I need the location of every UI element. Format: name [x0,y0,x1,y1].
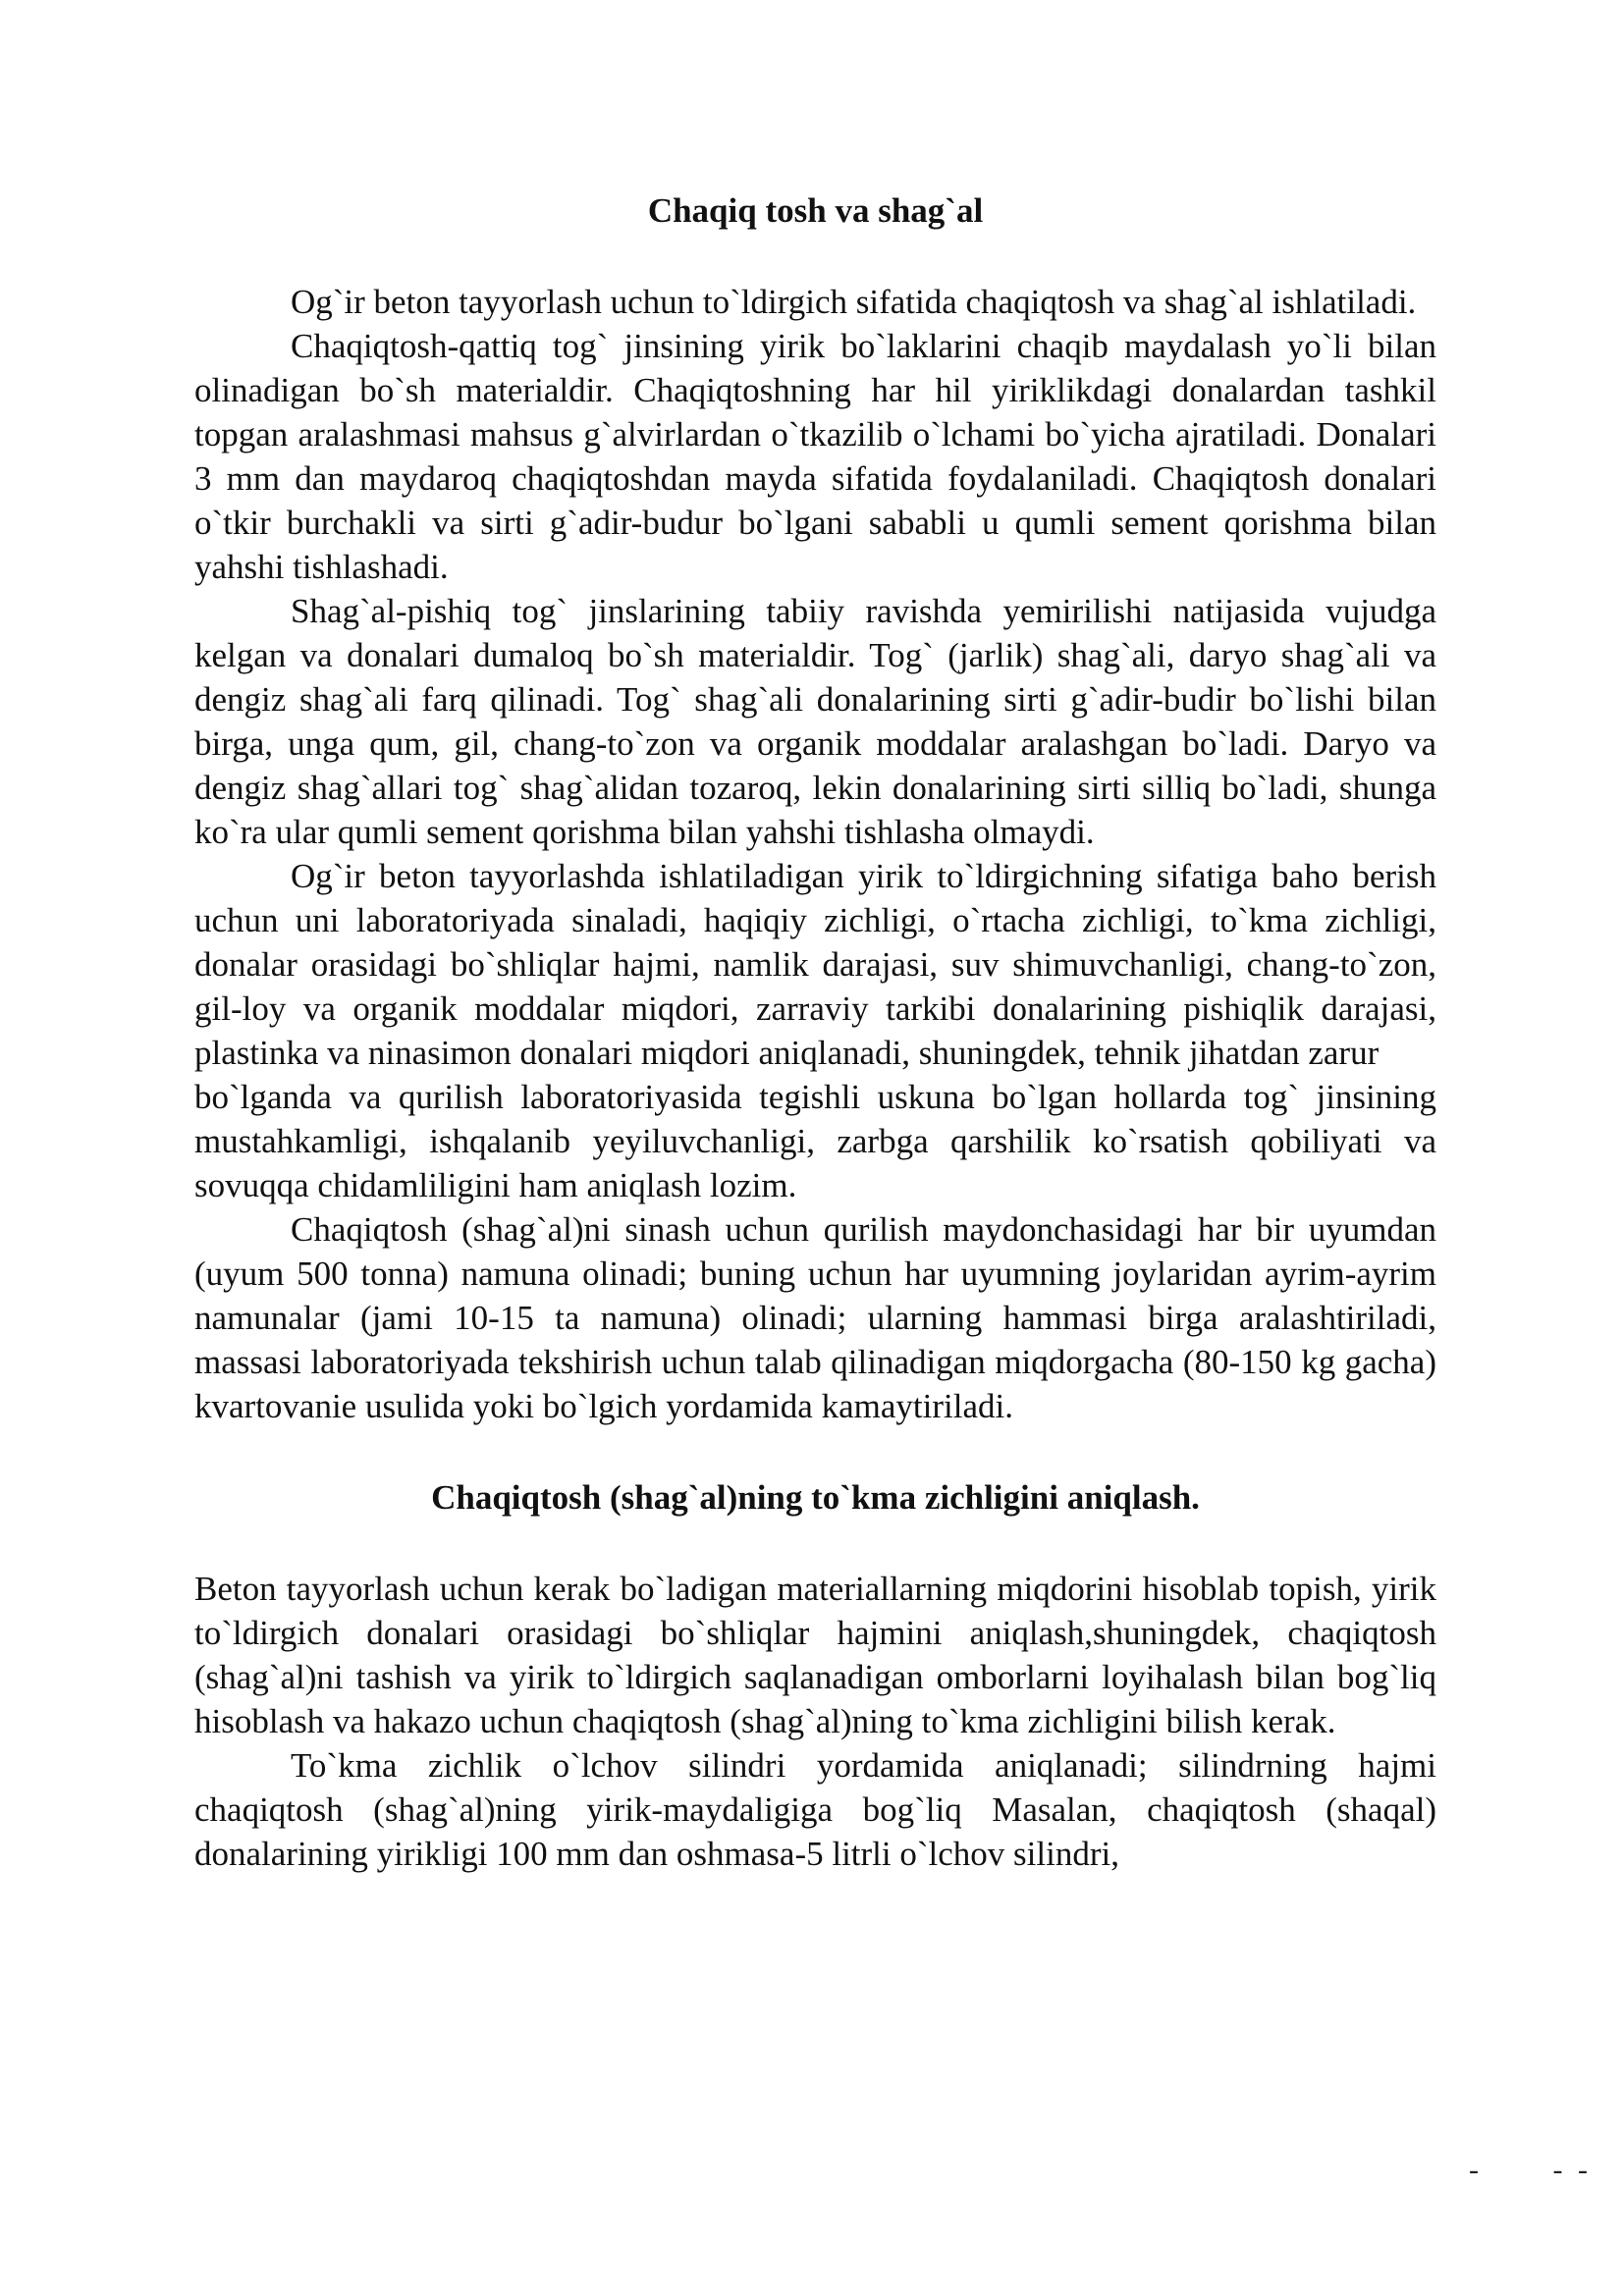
paragraph: Og`ir beton tayyorlash uchun to`ldirgich sifatida chaqiqtosh va shag`al ishlatiladi. [291,283,1417,321]
footer-mark: - - [1552,2154,1592,2186]
paragraph: Og`ir beton tayyorlashda ishlatiladigan yirik to`ldirgichning sifatiga baho berish uchun uni laboratoriyada sinaladi, haqiqiy zichligi, o`rtacha zichligi, to`kma zichligi, donalar orasidagi bo`shliqlar hajmi, namlik darajasi, suv shimuvchanligi, chang-to`zon, gil-loy va organik moddalar miqdori, zarraviy tarkibi donalarining pishiqlik darajasi, plastinka va ninasimon donalari miqdori aniqlanadi, shuningdek, tehnik jihatdan zarur [194,857,1436,1072]
footer-mark: - [1469,2154,1484,2186]
paragraph: To`kma zichlik o`lchov silindri yordamida aniqlanadi; silindrning hajmi chaqiqtosh (shag`al)ning yirik-maydaligiga bog`liq Masalan, chaqiqtosh (shaqal) donalarining yirikligi 100 mm dan oshmasa-5 litrli o`lchov silindri, [194,1746,1436,1873]
paragraph: Shag`al-pishiq tog` jinslarining tabiiy ravishda yemirilishi natijasida vujudga kelgan va donalari dumaloq bo`sh materialdir. Tog` (jarlik) shag`ali, daryo shag`ali va dengiz shag`ali farq qilinadi. Tog` shag`ali donalarining sirti g`adir-budir bo`lishi bilan birga, unga qum, gil, chang-to`zon va organik moddalar aralashgan bo`ladi. Daryo va dengiz shag`allari tog` shag`alidan tozaroq, lekin donalarining sirti silliq bo`ladi, shunga ko`ra ular qumli sement qorishma bilan yahshi tishlasha olmaydi. [194,592,1436,851]
paragraph: Chaqiqtosh-qattiq tog` jinsining yirik bo`laklarini chaqib maydalash yo`li bilan olinadigan bo`sh materialdir. Chaqiqtoshning har hil yiriklikdagi donalardan tashkil topgan aralashmasi mahsus g`alvirlardan o`tkazilib o`lchami bo`yicha ajratiladi. Donalari 3 mm dan maydaroq chaqiqtoshdan mayda sifatida foydalaniladi. Chaqiqtosh donalari o`tkir burchakli va sirti g`adir-budur bo`lgani sababli u qumli sement qorishma bilan yahshi tishlashadi. [194,327,1436,586]
paragraph: bo`lganda va qurilish laboratoriyasida tegishli uskuna bo`lgan hollarda tog` jinsining mustahkamligi, ishqalanib yeyiluvchanligi, zarbga qarshilik ko`rsatish qobiliyati va sovuqqa chidamliligini ham aniqlash lozim. [194,1078,1436,1204]
document-body [194,188,1436,1876]
section-subtitle: Chaqiqtosh (shag`al)ning to`kma zichligini aniqlash. [431,1478,1200,1517]
footer-marks [1410,2154,1592,2187]
paragraph: Chaqiqtosh (shag`al)ni sinash uchun qurilish maydonchasidagi har bir uyumdan (uyum 500 tonna) namuna olinadi; buning uchun har uyumning joylaridan ayrim-ayrim namunalar (jami 10-15 ta namuna) olinadi; ularning hammasi birga aralashtiriladi, massasi laboratoriyada tekshirish uchun talab qilinadigan miqdorgacha (80-150 kg gacha) kvartovanie usulida yoki bo`lgich yordamida kamaytiriladi. [194,1210,1436,1425]
paragraph: Beton tayyorlash uchun kerak bo`ladigan materiallarning miqdorini hisoblab topish, yirik to`ldirgich donalari orasidagi bo`shliqlar hajmini aniqlash,shuningdek, chaqiqtosh (shag`al)ni tashish va yirik to`ldirgich saqlanadigan omborlarni loyihalash bilan bog`liq hisoblash va hakazo uchun chaqiqtosh (shag`al)ning to`kma zichligini bilish kerak. [194,1570,1436,1740]
document-title: Chaqiq tosh va shag`al [647,191,984,230]
